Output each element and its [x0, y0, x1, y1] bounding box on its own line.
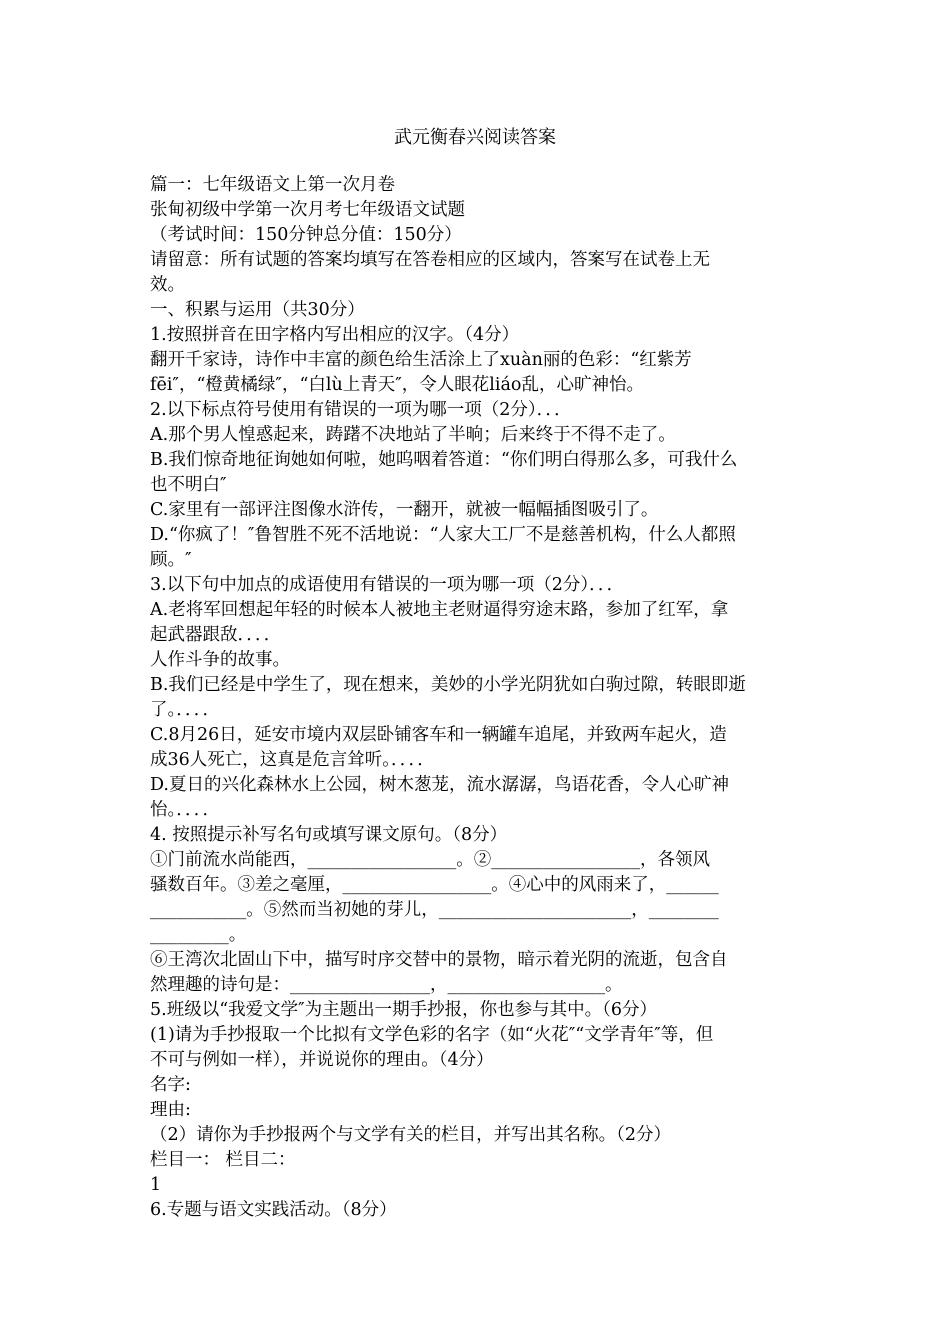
text-line: 怡。．．．．	[150, 800, 220, 820]
text-line: 也不明白″	[150, 475, 227, 495]
text-line: 骚数百年。③差之毫厘，_________________。④心中的风雨来了，______	[150, 875, 719, 895]
text-line: fēi″，“橙黄橘绿″，“白lù上青天″，令人眼花liáo乱，心旷神怡。	[150, 375, 644, 395]
text-line: C.家里有一部评注图像水浒传，一翻开，就被一幅幅插图吸引了。	[150, 500, 659, 520]
text-line: 起武器跟敌．．．．	[150, 625, 282, 645]
text-line: 2.以下标点符号使用有错误的一项为哪一项（2分）．．．	[150, 400, 572, 420]
text-line: A.老将军回想起年轻的时候本人被地主老财逼得穷途末路，参加了红军，拿	[150, 600, 729, 620]
text-line: 人作斗争的故事。	[150, 650, 290, 670]
text-line: 然理趣的诗句是：________________，__________________。	[150, 975, 623, 995]
text-line: B.我们已经是中学生了，现在想来，美妙的小学光阴犹如白驹过隙，转眼即逝	[150, 675, 746, 695]
text-line: C.8月26日，延安市境内双层卧铺客车和一辆罐车追尾，并致两车起火，造	[150, 725, 727, 745]
text-line: 3.以下句中加点的成语使用有错误的一项为哪一项（2分）．．．	[150, 575, 625, 595]
document-body	[150, 173, 810, 1223]
text-line: (1)请为手抄报取一个比拟有文学色彩的名字（如“火花″“文学青年″等，但	[150, 1025, 714, 1045]
text-line: （考试时间：150分钟总分值：150分）	[150, 225, 462, 245]
text-line: ①门前流水尚能西，_________________。②_________________，各领风	[150, 850, 710, 870]
text-line: 翻开千家诗，诗作中丰富的颜色给生活涂上了xuàn丽的色彩：“红紫芳	[150, 350, 692, 370]
text-line: 了。．．．．	[150, 700, 220, 720]
text-line: 名字:	[150, 1075, 191, 1095]
text-line: D.“你疯了！″鲁智胜不死不活地说：“人家大工厂不是慈善机构，什么人都照	[150, 525, 736, 545]
text-line: 理由:	[150, 1100, 191, 1120]
text-line: B.我们惊奇地征询她如何啦，她呜咽着答道：“你们明白得那么多，可我什么	[150, 450, 738, 470]
text-line: 栏目一： 栏目二：	[150, 1150, 296, 1170]
text-line: 不可与例如一样），并说说你的理由。（4分）	[150, 1050, 494, 1070]
text-line: 6.专题与语文实践活动。（8分）	[150, 1200, 397, 1220]
text-line: 1	[150, 1175, 162, 1195]
text-line: ⑥王湾次北固山下中，描写时序交替中的景物，暗示着光阴的流逝，包含自	[150, 950, 728, 970]
text-line: 成36人死亡，这真是危言耸听。．．．．	[150, 750, 435, 770]
document-title: 武元衡春兴阅读答案	[394, 127, 556, 148]
text-line: 篇一：七年级语文上第一次月卷	[150, 175, 395, 195]
text-line: 顾。″	[150, 550, 192, 570]
text-line: （2）请你为手抄报两个与文学有关的栏目，并写出其名称。（2分）	[150, 1125, 672, 1145]
text-line: _________。	[150, 925, 247, 945]
text-line: 一、积累与运用（共30分）	[150, 300, 365, 320]
text-line: 4. 按照提示补写名句或填写课文原句。（8分）	[150, 825, 508, 845]
text-line: 请留意：所有试题的答案均填写在答卷相应的区域内，答案写在试卷上无	[150, 250, 710, 270]
text-line: A.那个男人惶惑起来，踌躇不决地站了半晌；后来终于不得不走了。	[150, 425, 676, 445]
text-line: 1.按照拼音在田字格内写出相应的汉字。（4分）	[150, 325, 520, 345]
text-line: 5.班级以“我爱文学″为主题出一期手抄报，你也参与其中。（6分）	[150, 1000, 658, 1020]
text-line: D.夏日的兴化森林水上公园，树木葱茏，流水潺潺，鸟语花香，令人心旷神	[150, 775, 729, 795]
text-line: 效。	[150, 275, 185, 295]
text-line: ___________。⑤然而当初她的芽儿，______________________，________	[150, 900, 719, 920]
text-line: 张甸初级中学第一次月考七年级语文试题	[150, 200, 465, 220]
